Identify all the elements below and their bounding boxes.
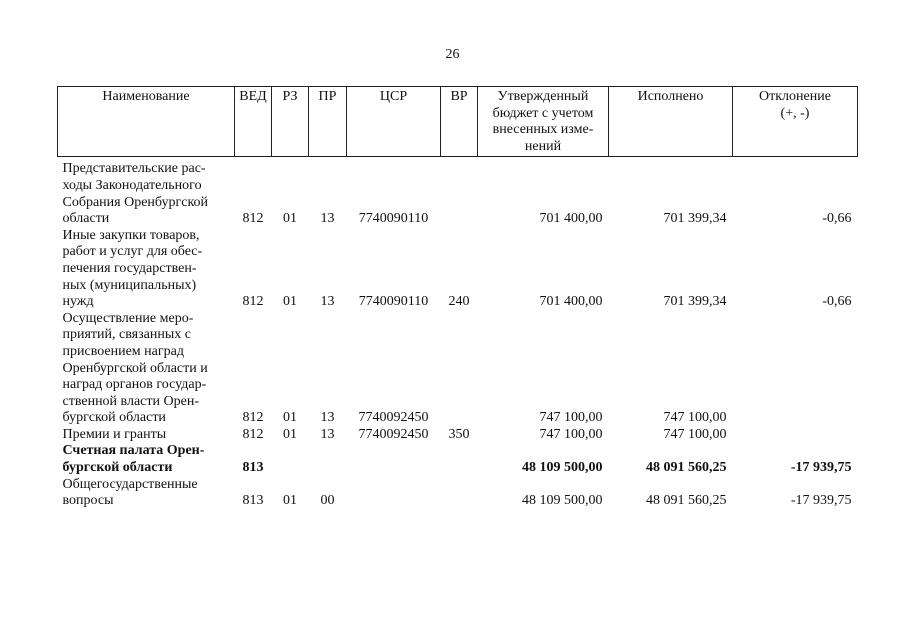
cell-vr [441, 161, 478, 227]
cell-ved: 813 [242, 460, 264, 476]
header-vr: ВР [441, 87, 478, 157]
cell-approved-budget: 747 100,00 [539, 426, 603, 442]
table-body [58, 157, 858, 510]
cell-rz: 01 [283, 426, 297, 442]
cell-csr: 7740090110 [358, 211, 429, 227]
cell-executed: 701 399,34 [663, 211, 727, 227]
cell-vr: 350 [448, 426, 470, 442]
cell-name-line: Счетная палата Орен- [62, 443, 205, 459]
header-ved: ВЕД [235, 87, 272, 157]
cell-ved: 812 [242, 211, 264, 227]
cell-name-line: ходы Законодательного [62, 177, 202, 193]
cell-rz: 01 [283, 410, 297, 426]
header-deviation-line: Отклонение [759, 89, 831, 104]
cell-approved-budget: 701 400,00 [539, 294, 603, 310]
cell-rz: 01 [283, 493, 297, 509]
cell-name-line: бургской области [62, 410, 166, 426]
cell-rz: 01 [283, 211, 297, 227]
header-executed: Исполнено [609, 87, 733, 157]
cell-name-line: наград органов государ- [62, 377, 207, 393]
cell-pr: 13 [320, 426, 335, 442]
cell-pr: 13 [320, 294, 335, 310]
cell-executed: 48 091 560,25 [646, 460, 727, 476]
cell-vr [441, 443, 478, 476]
cell-csr: 7740092450 [358, 426, 429, 442]
cell-deviation: -17 939,75 [790, 460, 852, 476]
header-pr: ПР [309, 87, 347, 157]
cell-approved-budget: 48 109 500,00 [522, 493, 603, 509]
cell-ved: 812 [242, 426, 264, 442]
header-name: Наименование [58, 87, 235, 157]
cell-name-line: Общегосударственные [62, 476, 198, 492]
cell-vr [441, 477, 478, 510]
cell-name [58, 311, 235, 427]
cell-rz: 01 [283, 294, 297, 310]
cell-name-line: Иные закупки товаров, [62, 227, 200, 243]
table-row [58, 161, 858, 227]
cell-name-line: приятий, связанных с [62, 327, 191, 343]
cell-name-line: работ и услуг для обес- [62, 244, 203, 260]
cell-name-line: Представительские рас- [62, 161, 206, 177]
cell-csr: 7740090110 [358, 294, 429, 310]
cell-executed: 747 100,00 [663, 426, 727, 442]
cell-deviation [733, 427, 858, 444]
cell-csr: 7740092450 [358, 410, 429, 426]
cell-ved: 812 [242, 294, 264, 310]
cell-name-line: ных (муниципальных) [62, 277, 197, 293]
cell-pr: 13 [320, 410, 335, 426]
page-number: 26 [445, 47, 460, 62]
header-approved-budget [478, 87, 609, 157]
cell-deviation: -0,66 [822, 294, 852, 310]
header-deviation-line: (+, -) [780, 105, 810, 121]
header-deviation [733, 87, 858, 157]
cell-approved-budget: 701 400,00 [539, 211, 603, 227]
cell-approved-budget: 48 109 500,00 [522, 460, 603, 476]
cell-name-line: Собрания Оренбургской [62, 194, 209, 210]
cell-pr: 00 [320, 493, 335, 509]
table-header [58, 87, 858, 157]
cell-name-line: ственной власти Орен- [62, 393, 199, 409]
cell-ved: 812 [242, 410, 264, 426]
cell-name [58, 228, 235, 311]
budget-execution-table [57, 86, 858, 510]
header-budget-line: нений [524, 138, 562, 154]
cell-deviation: -0,66 [822, 211, 852, 227]
cell-deviation: -17 939,75 [790, 493, 852, 509]
header-csr: ЦСР [347, 87, 441, 157]
header-budget-line: Утвержденный [497, 89, 589, 104]
cell-name-line: области [62, 211, 110, 227]
cell-name-line: Премии и гранты [62, 426, 167, 442]
cell-csr [347, 443, 441, 476]
cell-rz [272, 443, 309, 476]
table-row [58, 443, 858, 476]
cell-name [58, 161, 235, 227]
header-budget-line: внесенных изме- [492, 122, 594, 138]
cell-approved-budget: 747 100,00 [539, 410, 603, 426]
cell-name-line: бургской области [62, 460, 173, 476]
cell-name-line: Оренбургской области и [62, 360, 208, 376]
header-budget-line: бюджет с учетом [492, 105, 594, 121]
cell-name-line: Осуществление меро- [62, 310, 194, 326]
header-rz: РЗ [272, 87, 309, 157]
cell-name-line: нужд [62, 294, 94, 310]
cell-pr [309, 443, 347, 476]
table-row [58, 311, 858, 427]
cell-ved: 813 [242, 493, 264, 509]
table-row [58, 477, 858, 510]
table-row [58, 228, 858, 311]
cell-executed: 747 100,00 [663, 410, 727, 426]
cell-name [58, 427, 235, 444]
cell-name-line: печения государствен- [62, 260, 197, 276]
cell-pr: 13 [320, 211, 335, 227]
cell-name [58, 477, 235, 510]
cell-name [58, 443, 235, 476]
cell-name-line: присвоением наград [62, 343, 184, 359]
table-row [58, 427, 858, 444]
cell-vr: 240 [448, 294, 470, 310]
cell-name-line: вопросы [62, 493, 114, 509]
cell-executed: 701 399,34 [663, 294, 727, 310]
cell-executed: 48 091 560,25 [646, 493, 727, 509]
cell-csr [347, 477, 441, 510]
cell-vr [441, 311, 478, 427]
cell-deviation [733, 311, 858, 427]
